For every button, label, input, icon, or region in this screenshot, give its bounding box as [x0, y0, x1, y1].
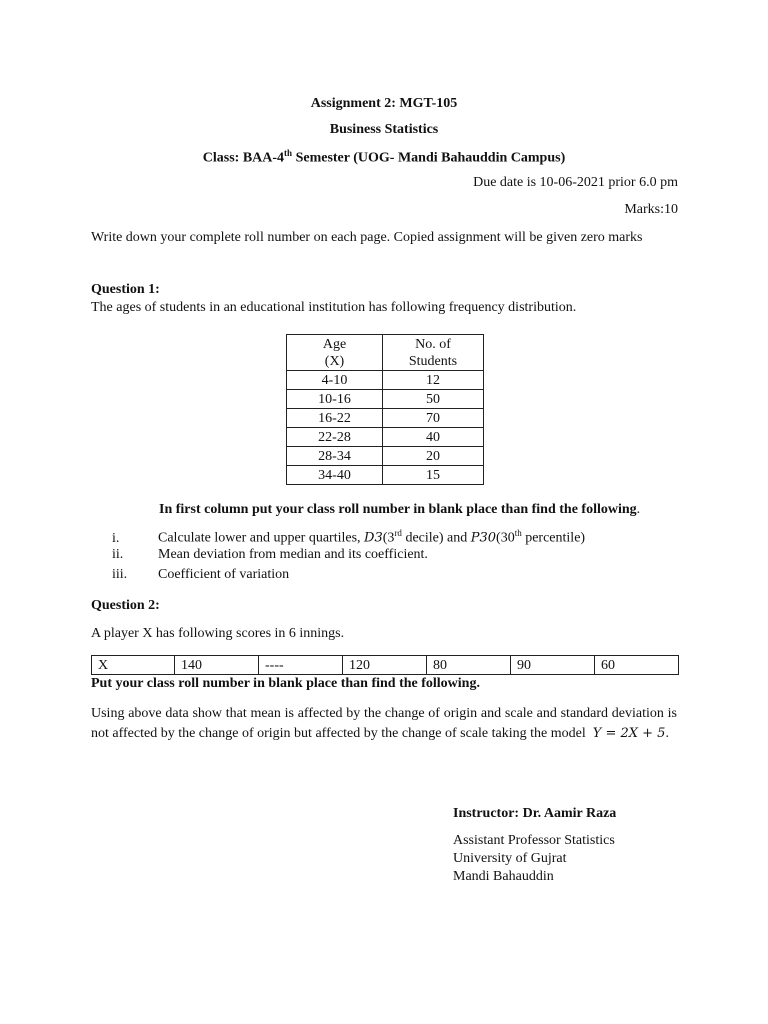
question2-description: A player X has following scores in 6 innings.	[91, 626, 345, 641]
score-cell: 80	[427, 656, 511, 675]
table-row	[287, 447, 484, 466]
marks: Marks:10	[624, 202, 678, 217]
assignment-title: Assignment 2: MGT-105	[310, 96, 458, 111]
score-cell: 140	[175, 656, 259, 675]
header-age-line2: (X)	[324, 353, 345, 369]
list-item	[112, 547, 428, 563]
score-cell: 60	[595, 656, 679, 675]
subject-title: Business Statistics	[329, 122, 439, 137]
score-cell: 90	[511, 656, 595, 675]
math-p30	[471, 531, 496, 546]
item-text-a: Calculate lower and upper quartiles,	[158, 530, 365, 546]
math-p-letter: P	[470, 530, 480, 546]
class-prefix: Class: BAA-4	[202, 150, 285, 166]
students-cell: 12	[383, 371, 484, 390]
math-d3	[364, 531, 383, 546]
list-item	[112, 567, 289, 583]
item-text: Mean deviation from median and its coefficient.	[158, 547, 428, 562]
class-suffix: Semester (UOG- Mandi Bahauddin Campus)	[292, 150, 566, 166]
instructor-title: Assistant Professor Statistics	[453, 833, 615, 848]
question1-description: The ages of students in an educational institution has following frequency distribution.	[91, 300, 577, 315]
item-text-b: (3	[382, 530, 395, 546]
question2-title: Question 2:	[91, 598, 160, 613]
item-text-c: decile) and	[401, 530, 471, 546]
students-cell: 40	[383, 428, 484, 447]
instructor-university: University of Gujrat	[453, 851, 567, 866]
class-line	[0, 148, 768, 167]
instructor-name: Instructor: Dr. Aamir Raza	[453, 806, 617, 821]
scores-table	[91, 655, 679, 675]
age-cell: 34-40	[287, 466, 383, 485]
item-number: i.	[112, 530, 120, 546]
question2-paragraph	[91, 704, 677, 744]
item-number: ii.	[112, 547, 124, 562]
header-students-line1: No. of	[415, 336, 451, 352]
students-cell: 15	[383, 466, 484, 485]
header-age-line1: Age	[322, 336, 347, 352]
students-cell: 50	[383, 390, 484, 409]
question2-paragraph-text: Using above data show that mean is affected by the change of origin and scale and standard deviation is not affected by the change of origin but affected by the change of scale taking the model	[91, 706, 677, 741]
table-header-row	[287, 335, 484, 371]
students-cell: 20	[383, 447, 484, 466]
item-text-d: (30	[496, 530, 515, 546]
model-equation: Y = 2X + 5	[592, 726, 666, 741]
item-text-e: percentile)	[521, 530, 586, 546]
item-text: Coefficient of variation	[158, 567, 290, 582]
frequency-table	[286, 334, 484, 485]
question1-directive-period: .	[636, 502, 641, 517]
item-sup-b: rd	[394, 528, 402, 538]
due-date: Due date is 10-06-2021 prior 6.0 pm	[473, 175, 678, 190]
question2-directive: Put your class roll number in blank place than find the following.	[91, 676, 480, 691]
score-cell: 120	[343, 656, 427, 675]
students-cell: 70	[383, 409, 484, 428]
age-cell: 16-22	[287, 409, 383, 428]
table-row	[287, 409, 484, 428]
score-cell: X	[92, 656, 175, 675]
age-cell: 4-10	[287, 371, 383, 390]
header-students	[383, 335, 484, 371]
question1-directive	[159, 502, 640, 518]
class-sup: th	[284, 148, 293, 158]
math-d-letter: D	[364, 530, 375, 546]
item-sup-d: th	[514, 528, 522, 538]
instructions: Write down your complete roll number on each page. Copied assignment will be given zero marks	[91, 230, 643, 245]
item-number: iii.	[112, 567, 128, 582]
model-period: .	[665, 726, 669, 741]
math-d-sub: 3	[374, 530, 383, 546]
header-students-line2: Students	[408, 353, 458, 369]
question1-title: Question 1:	[91, 282, 160, 297]
instructor-campus: Mandi Bahauddin	[453, 869, 554, 884]
score-cell: ----	[259, 656, 343, 675]
table-row	[287, 390, 484, 409]
math-p-sub: 30	[479, 530, 497, 546]
table-row	[287, 466, 484, 485]
question1-directive-text: In first column put your class roll number in blank place than find the following	[159, 502, 637, 517]
list-item	[112, 528, 585, 547]
header-age	[287, 335, 383, 371]
table-row	[287, 428, 484, 447]
age-cell: 22-28	[287, 428, 383, 447]
table-row	[287, 371, 484, 390]
age-cell: 28-34	[287, 447, 383, 466]
age-cell: 10-16	[287, 390, 383, 409]
table-row	[92, 656, 679, 675]
